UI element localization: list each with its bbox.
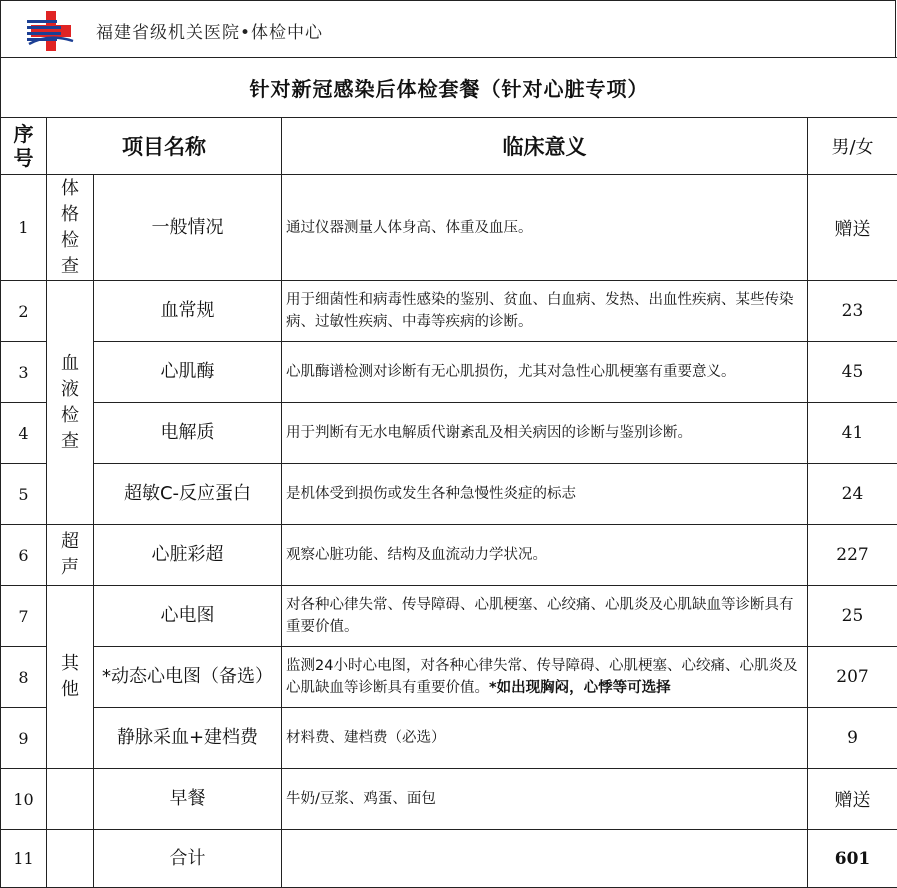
row-no: 1	[1, 175, 47, 281]
row-no: 9	[1, 708, 47, 769]
table-row	[1, 175, 897, 281]
category-blood: 血液检查	[47, 281, 94, 525]
clinical-meaning: 牛奶/豆浆、鸡蛋、面包	[282, 769, 808, 830]
table-row	[1, 525, 897, 586]
category-ultrasound: 超声	[47, 525, 94, 586]
row-no: 4	[1, 403, 47, 464]
item-name: 超敏C-反应蛋白	[94, 464, 282, 525]
clinical-meaning-text: 监测24小时心电图，对各种心律失常、传导障碍、心肌梗塞、心绞痛、心肌炎及心肌缺血等诊断具有重要价值。	[286, 658, 797, 696]
header-seq	[1, 118, 47, 175]
item-name: 静脉采血+建档费	[94, 708, 282, 769]
hospital-logo-icon	[27, 11, 75, 51]
price: 9	[808, 708, 897, 769]
row-no: 6	[1, 525, 47, 586]
row-no: 2	[1, 281, 47, 342]
clinical-meaning: 对各种心律失常、传导障碍、心肌梗塞、心绞痛、心肌炎及心肌缺血等诊断具有重要价值。	[282, 586, 808, 647]
clinical-meaning: 通过仪器测量人体身高、体重及血压。	[282, 175, 808, 281]
row-no: 7	[1, 586, 47, 647]
table-row	[1, 281, 897, 342]
header-item-name: 项目名称	[47, 118, 282, 175]
price: 207	[808, 647, 897, 708]
item-name: 一般情况	[94, 175, 282, 281]
table-row	[1, 586, 897, 647]
clinical-meaning: 用于判断有无水电解质代谢紊乱及相关病因的诊断与鉴别诊断。	[282, 403, 808, 464]
price: 24	[808, 464, 897, 525]
table-row	[1, 647, 897, 708]
clinical-meaning: 用于细菌性和病毒性感染的鉴别、贫血、白血病、发热、出血性疾病、某些传染病、过敏性疾病、中毒等疾病的诊断。	[282, 281, 808, 342]
item-name: 心脏彩超	[94, 525, 282, 586]
header-bar	[0, 0, 896, 58]
clinical-meaning	[282, 830, 808, 888]
price: 227	[808, 525, 897, 586]
header-seq-label: 序号	[12, 122, 36, 170]
org-name: 福建省级机关医院•体检中心	[96, 18, 323, 43]
clinical-meaning: 是机体受到损伤或发生各种急慢性炎症的标志	[282, 464, 808, 525]
row-no: 10	[1, 769, 47, 830]
category-empty	[47, 830, 94, 888]
row-no: 5	[1, 464, 47, 525]
price: 45	[808, 342, 897, 403]
category-other: 其他	[47, 586, 94, 769]
price: 赠送	[808, 769, 897, 830]
total-price: 601	[808, 830, 897, 888]
clinical-meaning-emphasis: *如出现胸闷，心悸等可选择	[489, 680, 671, 696]
item-name: 心肌酶	[94, 342, 282, 403]
row-no: 3	[1, 342, 47, 403]
price: 41	[808, 403, 897, 464]
clinical-meaning	[282, 647, 808, 708]
package-table	[0, 57, 897, 888]
header-clinical: 临床意义	[282, 118, 808, 175]
item-name: 电解质	[94, 403, 282, 464]
total-label: 合计	[94, 830, 282, 888]
price: 25	[808, 586, 897, 647]
table-title: 针对新冠感染后体检套餐（针对心脏专项）	[1, 58, 897, 118]
item-name: 早餐	[94, 769, 282, 830]
table-header-row	[1, 118, 897, 175]
category-empty	[47, 769, 94, 830]
item-name: 血常规	[94, 281, 282, 342]
item-name: 心电图	[94, 586, 282, 647]
header-gender: 男/女	[808, 118, 897, 175]
price: 23	[808, 281, 897, 342]
clinical-meaning: 心肌酶谱检测对诊断有无心肌损伤，尤其对急性心肌梗塞有重要意义。	[282, 342, 808, 403]
row-no: 11	[1, 830, 47, 888]
table-row	[1, 342, 897, 403]
row-no: 8	[1, 647, 47, 708]
price: 赠送	[808, 175, 897, 281]
table-row	[1, 769, 897, 830]
clinical-meaning: 材料费、建档费（必选）	[282, 708, 808, 769]
table-row	[1, 464, 897, 525]
table-row-total	[1, 830, 897, 888]
category-physical: 体格检查	[47, 175, 94, 281]
clinical-meaning: 观察心脏功能、结构及血流动力学状况。	[282, 525, 808, 586]
table-row	[1, 403, 897, 464]
item-name: *动态心电图（备选）	[94, 647, 282, 708]
table-row	[1, 708, 897, 769]
